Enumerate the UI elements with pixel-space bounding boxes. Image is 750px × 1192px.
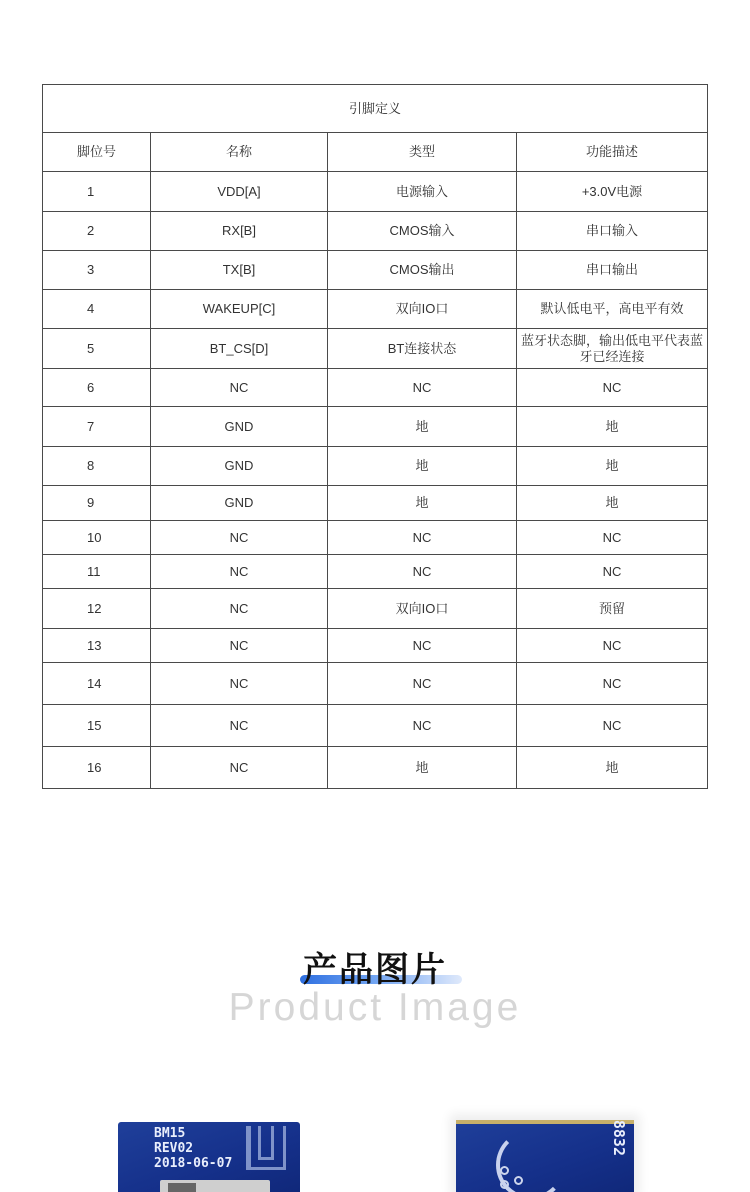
pin-type-cell: NC <box>328 369 517 407</box>
silkscreen-revision: REV02 <box>154 1141 194 1156</box>
pin-description-cell: 默认低电平，高电平有效 <box>517 290 708 329</box>
pin-description-cell: 串口输出 <box>517 251 708 290</box>
pin-number-cell: 8 <box>43 447 151 486</box>
pin-number-cell: 9 <box>43 486 151 521</box>
header-type: 类型 <box>328 133 517 172</box>
product-photo-back <box>456 1120 634 1192</box>
pin-description-cell: 串口输入 <box>517 212 708 251</box>
pin-name-cell: WAKEUP[C] <box>151 290 328 329</box>
table-row <box>43 329 708 369</box>
pcb-silkscreen-back: 8832 <box>610 1120 628 1156</box>
pin-description-cell: 地 <box>517 486 708 521</box>
pin-number-cell: 5 <box>43 329 151 369</box>
pin-number-cell: 11 <box>43 555 151 589</box>
pin-name-cell: VDD[A] <box>151 172 328 212</box>
pin-type-cell: NC <box>328 705 517 747</box>
pin-type-cell: 地 <box>328 447 517 486</box>
pin-number-cell: 14 <box>43 663 151 705</box>
silkscreen-model: BM15 <box>154 1126 186 1141</box>
pin-type-cell: 双向IO口 <box>328 290 517 329</box>
pin-name-cell: NC <box>151 555 328 589</box>
pin-number-cell: 2 <box>43 212 151 251</box>
table-row <box>43 705 708 747</box>
pin-type-cell: NC <box>328 555 517 589</box>
pin-description-cell: 地 <box>517 447 708 486</box>
pin-type-cell: NC <box>328 663 517 705</box>
pin-name-cell: NC <box>151 629 328 663</box>
pin-type-cell: NC <box>328 521 517 555</box>
pin-description-cell: 预留 <box>517 589 708 629</box>
pin-type-cell: 电源输入 <box>328 172 517 212</box>
pcb-via <box>514 1176 523 1185</box>
pin-description-cell: +3.0V电源 <box>517 172 708 212</box>
header-pin-number: 脚位号 <box>43 133 151 172</box>
table-row <box>43 486 708 521</box>
pin-description-cell: 地 <box>517 747 708 789</box>
pin-type-cell: 地 <box>328 486 517 521</box>
product-photo-front <box>118 1122 300 1192</box>
pin-number-cell: 12 <box>43 589 151 629</box>
pin-number-cell: 16 <box>43 747 151 789</box>
table-row <box>43 369 708 407</box>
table-row <box>43 290 708 329</box>
table-row <box>43 407 708 447</box>
pin-name-cell: GND <box>151 447 328 486</box>
pin-name-cell: NC <box>151 747 328 789</box>
pin-number-cell: 4 <box>43 290 151 329</box>
table-row <box>43 555 708 589</box>
pin-name-cell: NC <box>151 589 328 629</box>
pin-type-cell: NC <box>328 629 517 663</box>
pin-description-cell: NC <box>517 629 708 663</box>
table-header-row <box>43 133 708 172</box>
pin-name-cell: TX[B] <box>151 251 328 290</box>
header-description: 功能描述 <box>517 133 708 172</box>
table-row <box>43 212 708 251</box>
pin-number-cell: 10 <box>43 521 151 555</box>
pin-number-cell: 3 <box>43 251 151 290</box>
pin-name-cell: GND <box>151 486 328 521</box>
pcb-antenna-trace-inner <box>258 1126 274 1160</box>
pin-type-cell: CMOS输入 <box>328 212 517 251</box>
pin-type-cell: CMOS输出 <box>328 251 517 290</box>
pin-number-cell: 6 <box>43 369 151 407</box>
table-row <box>43 172 708 212</box>
pin-definition-table <box>42 84 708 789</box>
pin-description-cell: 地 <box>517 407 708 447</box>
silkscreen-date: 2018-06-07 <box>154 1156 233 1171</box>
pcb-via <box>500 1166 509 1175</box>
pin-name-cell: NC <box>151 369 328 407</box>
section-title: 产品图片 <box>303 951 447 989</box>
table-row <box>43 629 708 663</box>
pin-number-cell: 13 <box>43 629 151 663</box>
pin-name-cell: BT_CS[D] <box>151 329 328 369</box>
table-row <box>43 521 708 555</box>
pin-description-cell: NC <box>517 369 708 407</box>
pin-type-cell: 双向IO口 <box>328 589 517 629</box>
table-row <box>43 747 708 789</box>
section-subtitle: Product Image <box>228 986 522 1029</box>
table-row <box>43 663 708 705</box>
pin-description-cell: NC <box>517 663 708 705</box>
table-row <box>43 251 708 290</box>
pin-name-cell: NC <box>151 521 328 555</box>
pin-description-cell: NC <box>517 705 708 747</box>
pin-number-cell: 7 <box>43 407 151 447</box>
table-title-row <box>43 85 708 133</box>
pin-name-cell: GND <box>151 407 328 447</box>
pin-name-cell: NC <box>151 705 328 747</box>
pin-name-cell: NC <box>151 663 328 705</box>
pin-name-cell: RX[B] <box>151 212 328 251</box>
table-row <box>43 447 708 486</box>
pcb-silkscreen-front <box>154 1126 232 1171</box>
pin-number-cell: 1 <box>43 172 151 212</box>
pin-description-cell: NC <box>517 521 708 555</box>
table-row <box>43 589 708 629</box>
pcb-edge <box>456 1120 634 1124</box>
pin-description-cell: NC <box>517 555 708 589</box>
pin-description-cell: 蓝牙状态脚，输出低电平代表蓝牙已经连接 <box>517 329 708 369</box>
pin-type-cell: 地 <box>328 407 517 447</box>
table-title: 引脚定义 <box>43 85 708 133</box>
pin-number-cell: 15 <box>43 705 151 747</box>
pin-type-cell: 地 <box>328 747 517 789</box>
header-name: 名称 <box>151 133 328 172</box>
pin-type-cell: BT连接状态 <box>328 329 517 369</box>
